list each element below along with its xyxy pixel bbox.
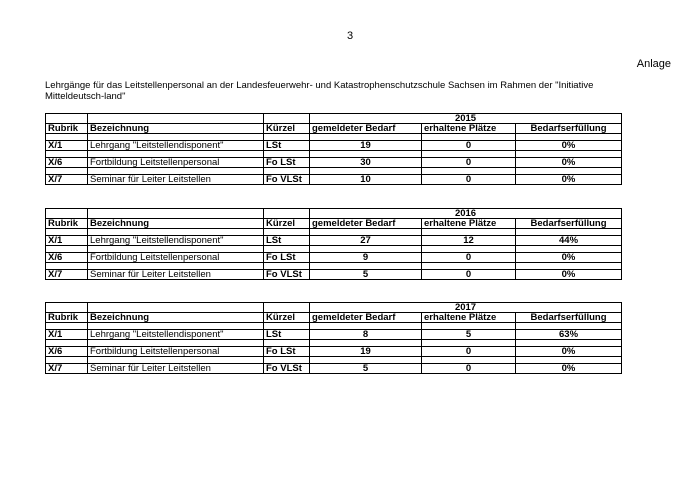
rubrik-cell: X/7 (46, 364, 88, 374)
plaetze-cell: 0 (422, 175, 516, 185)
bedarf-cell: 9 (310, 253, 422, 263)
blank-cell (264, 303, 310, 313)
blank-cell (264, 209, 310, 219)
rubrik-cell: X/6 (46, 347, 88, 357)
bezeichnung-cell: Fortbildung Leitstellenpersonal (88, 347, 264, 357)
col-header-plaetze: erhaltene Plätze (422, 219, 516, 229)
bedarf-cell: 19 (310, 347, 422, 357)
bezeichnung-cell: Seminar für Leiter Leitstellen (88, 270, 264, 280)
col-header-kuerzel: Kürzel (264, 219, 310, 229)
bezeichnung-cell: Fortbildung Leitstellenpersonal (88, 253, 264, 263)
plaetze-cell: 0 (422, 364, 516, 374)
erfuellung-cell: 0% (516, 141, 622, 151)
bezeichnung-cell: Lehrgang "Leitstellendisponent" (88, 141, 264, 151)
col-header-rubrik: Rubrik (46, 313, 88, 323)
page-number: 3 (346, 30, 354, 42)
kuerzel-cell: Fo VLSt (264, 270, 310, 280)
col-header-plaetze: erhaltene Plätze (422, 124, 516, 134)
bezeichnung-cell: Seminar für Leiter Leitstellen (88, 175, 264, 185)
bedarf-cell: 10 (310, 175, 422, 185)
rubrik-cell: X/6 (46, 158, 88, 168)
year-header: 2017 (310, 303, 622, 313)
bedarf-cell: 27 (310, 236, 422, 246)
col-header-rubrik: Rubrik (46, 124, 88, 134)
col-header-erfuellung: Bedarfserfüllung (516, 313, 622, 323)
col-header-erfuellung: Bedarfserfüllung (516, 219, 622, 229)
erfuellung-cell: 0% (516, 253, 622, 263)
col-header-bezeichnung: Bezeichnung (88, 124, 264, 134)
table-2017 (45, 302, 622, 374)
table-row (46, 158, 622, 168)
table-row (46, 330, 622, 340)
rubrik-cell: X/1 (46, 236, 88, 246)
rubrik-cell: X/1 (46, 330, 88, 340)
col-header-bedarf: gemeldeter Bedarf (310, 313, 422, 323)
table-row (46, 253, 622, 263)
table-2015 (45, 113, 622, 185)
table-row (46, 175, 622, 185)
erfuellung-cell: 0% (516, 158, 622, 168)
col-header-bezeichnung: Bezeichnung (88, 219, 264, 229)
plaetze-cell: 12 (422, 236, 516, 246)
bedarf-cell: 8 (310, 330, 422, 340)
plaetze-cell: 0 (422, 141, 516, 151)
erfuellung-cell: 63% (516, 330, 622, 340)
blank-cell (88, 303, 264, 313)
blank-cell (46, 209, 88, 219)
table-2016 (45, 208, 622, 280)
annex-label: Anlage (636, 58, 671, 70)
blank-cell (46, 114, 88, 124)
col-header-erfuellung: Bedarfserfüllung (516, 124, 622, 134)
col-header-bedarf: gemeldeter Bedarf (310, 124, 422, 134)
table-row (46, 347, 622, 357)
kuerzel-cell: Fo LSt (264, 253, 310, 263)
bezeichnung-cell: Seminar für Leiter Leitstellen (88, 364, 264, 374)
table-row (46, 364, 622, 374)
plaetze-cell: 0 (422, 253, 516, 263)
col-header-kuerzel: Kürzel (264, 124, 310, 134)
plaetze-cell: 0 (422, 158, 516, 168)
blank-cell (46, 303, 88, 313)
year-header: 2015 (310, 114, 622, 124)
kuerzel-cell: Fo VLSt (264, 364, 310, 374)
col-header-bedarf: gemeldeter Bedarf (310, 219, 422, 229)
erfuellung-cell: 0% (516, 364, 622, 374)
bezeichnung-cell: Lehrgang "Leitstellendisponent" (88, 236, 264, 246)
kuerzel-cell: LSt (264, 236, 310, 246)
bedarf-cell: 19 (310, 141, 422, 151)
bedarf-cell: 5 (310, 364, 422, 374)
bezeichnung-cell: Lehrgang "Leitstellendisponent" (88, 330, 264, 340)
col-header-rubrik: Rubrik (46, 219, 88, 229)
erfuellung-cell: 0% (516, 175, 622, 185)
col-header-bezeichnung: Bezeichnung (88, 313, 264, 323)
erfuellung-cell: 44% (516, 236, 622, 246)
rubrik-cell: X/6 (46, 253, 88, 263)
rubrik-cell: X/7 (46, 175, 88, 185)
erfuellung-cell: 0% (516, 347, 622, 357)
plaetze-cell: 0 (422, 347, 516, 357)
intro-text: Lehrgänge für das Leitstellenpersonal an der Landesfeuerwehr- und Katastrophenschutzschule Sachsen im Rahmen der "Initiative Mitteldeutsch-land" (45, 80, 594, 102)
year-header: 2016 (310, 209, 622, 219)
blank-cell (88, 114, 264, 124)
kuerzel-cell: LSt (264, 330, 310, 340)
blank-cell (88, 209, 264, 219)
bezeichnung-cell: Fortbildung Leitstellenpersonal (88, 158, 264, 168)
plaetze-cell: 5 (422, 330, 516, 340)
kuerzel-cell: LSt (264, 141, 310, 151)
table-row (46, 141, 622, 151)
table-row (46, 236, 622, 246)
kuerzel-cell: Fo LSt (264, 158, 310, 168)
plaetze-cell: 0 (422, 270, 516, 280)
bedarf-cell: 30 (310, 158, 422, 168)
col-header-plaetze: erhaltene Plätze (422, 313, 516, 323)
rubrik-cell: X/7 (46, 270, 88, 280)
rubrik-cell: X/1 (46, 141, 88, 151)
kuerzel-cell: Fo LSt (264, 347, 310, 357)
table-row (46, 270, 622, 280)
blank-cell (264, 114, 310, 124)
kuerzel-cell: Fo VLSt (264, 175, 310, 185)
erfuellung-cell: 0% (516, 270, 622, 280)
col-header-kuerzel: Kürzel (264, 313, 310, 323)
bedarf-cell: 5 (310, 270, 422, 280)
